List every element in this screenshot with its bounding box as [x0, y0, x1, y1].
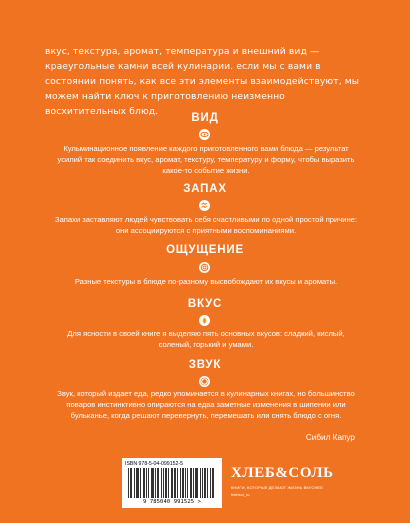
- isbn-barcode: [122, 458, 222, 508]
- isbn-number: ISBN 978-5-04-099152-5: [125, 461, 183, 467]
- barcode-bars: [128, 468, 216, 498]
- section-title-sight: ВИД: [191, 112, 219, 124]
- publisher-logo: ХЛЕБ&СОЛЬ: [231, 465, 334, 481]
- sound-icon: [199, 376, 210, 387]
- waves-icon: [199, 200, 210, 211]
- eye-icon: [199, 129, 210, 140]
- intro-text: вкус, текстура, аромат, температура и внешний вид — краеугольные камни всей кулинарии. если мы с вами в состоянии понять, как все эти элементы взаимодействуют, мы можем найти ключ к приготовлению неизменно восхитительных блюд.: [45, 46, 360, 117]
- section-title-taste: ВКУС: [187, 298, 223, 310]
- publisher-site: hlebsol_ru: [231, 492, 250, 497]
- spiral-icon: [199, 262, 210, 273]
- section-title-sound: ЗВУК: [188, 359, 222, 371]
- author-signature: Сибил Капур: [305, 433, 355, 442]
- publisher-tagline: КНИГИ, КОТОРЫЕ ДЕЛАЮТ ЖИЗНЬ ВКУСНЕЕ: [231, 485, 323, 490]
- section-text-touch: Разные текстуры в блюде по-разному высвобождают их вкусы и ароматы.: [74, 277, 338, 286]
- section-title-smell: ЗАПАХ: [183, 183, 227, 195]
- section-text-sight: Кульминационное появление каждого приготовленного вами блюда — результат усилий так соединить вкус, аромат, текстуру, температуру и форму, чтобы выразить какое-то событие жизни.: [57, 144, 355, 175]
- section-text-taste: Для ясности в своей книге я выделяю пять основных вкусов: сладкий, кислый, соленый, горький и умами.: [67, 329, 345, 349]
- section-text-sound: Звук, который издает еда, редко упоминается в кулинарных книгах, но большинство поваров инстинктивно опираются на едва заметные изменения в шипении или бульканье, когда решают перевернуть, перемешать или снять блюдо с огня.: [57, 389, 355, 420]
- section-text-smell: Запахи заставляют людей чувствовать себя счастливыми по одной простой причине: они ассоциируются с приятными воспоминаниями.: [55, 215, 357, 235]
- leaf-icon: [199, 315, 210, 326]
- section-title-touch: ОЩУЩЕНИЕ: [166, 244, 244, 256]
- barcode-digits: 9 785040 991525 >: [143, 499, 201, 505]
